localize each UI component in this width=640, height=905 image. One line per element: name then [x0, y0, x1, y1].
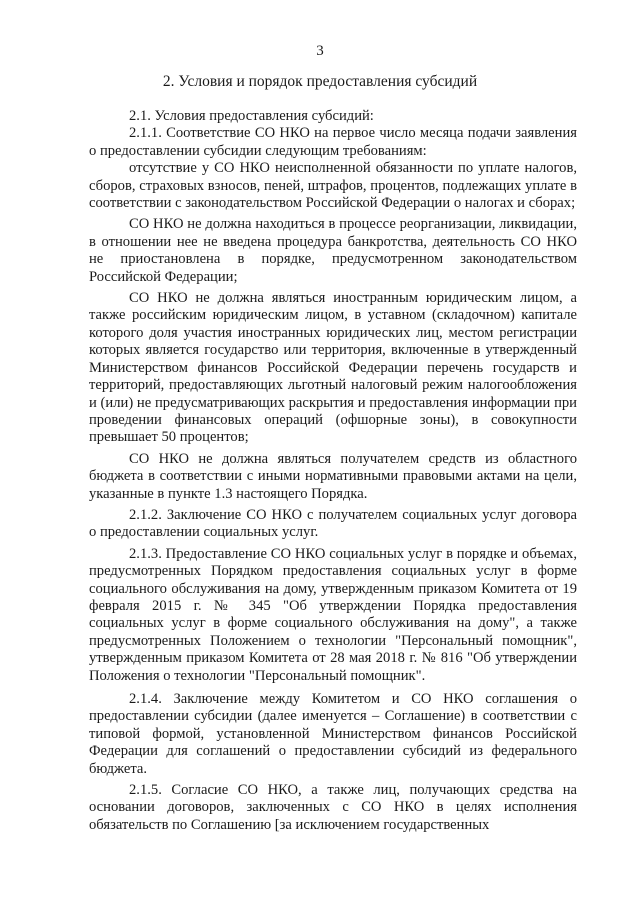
paragraph-no-reorganization: СО НКО не должна находиться в процессе реорганизации, ликвидации, в отношении нее не введена процедура банкротства, деятельность СО НКО не приостановлена в порядке, предусмотренном законодательством Российской Федерации; — [89, 216, 577, 285]
paragraph-2-1-3: 2.1.3. Предоставление СО НКО социальных услуг в порядке и объемах, предусмотренных Порядком предоставления социальных услуг в форме социального обслуживания на дому, утвержденным приказом Комитета от 19 февраля 2015 г. № 345 "Об утверждении Порядка предоставления социальных услуг в форме социального обслуживания на дому", а также предусмотренных Положением о технологии "Персональный помощник", утвержденным приказом Комитета от 28 мая 2018 г. № 816 "Об утверждении Положения о технологии "Персональный помощник". — [89, 545, 577, 684]
paragraph-2-1: 2.1. Условия предоставления субсидий: — [129, 108, 374, 124]
document-body — [89, 108, 577, 834]
section-title: 2. Условия и порядок предоставления субсидий — [162, 73, 478, 90]
paragraph-2-1-5: 2.1.5. Согласие СО НКО, а также лиц, получающих средства на основании договоров, заключенных с СО НКО в целях исполнения обязательств по Соглашению [за исключением государственных — [89, 782, 577, 833]
page-number: 3 — [316, 43, 324, 59]
paragraph-not-foreign-entity: СО НКО не должна являться иностранным юридическим лицом, а также российским юридическим лицом, в уставном (складочном) капитале которого доля участия иностранных юридических лиц, местом регистрации которых является государство или территория, включенные в утвержденный Министерством финансов Российской Федерации перечень государств и территорий, предоставляющих льготный налоговый режим налогообложения и (или) не предусматривающих раскрытия и предоставления информации при проведении финансовых операций (офшорные зоны), в совокупности превышает 50 процентов; — [89, 290, 577, 446]
paragraph-not-budget-recipient: СО НКО не должна являться получателем средств из областного бюджета в соответствии с иными нормативными правовыми актами на цели, указанные в пункте 1.3 настоящего Порядка. — [89, 450, 577, 502]
paragraph-no-tax-debt: отсутствие у СО НКО неисполненной обязанности по уплате налогов, сборов, страховых взносов, пеней, штрафов, процентов, подлежащих уплате в соответствии с законодательством Российской Федерации о налогах и сборах; — [89, 160, 577, 212]
paragraph-2-1-1: 2.1.1. Соответствие СО НКО на первое число месяца подачи заявления о предоставлении субсидии следующим требованиям: — [89, 125, 577, 159]
paragraph-2-1-2: 2.1.2. Заключение СО НКО с получателем социальных услуг договора о предоставлении социальных услуг. — [89, 506, 577, 541]
paragraph-2-1-4: 2.1.4. Заключение между Комитетом и СО НКО соглашения о предоставлении субсидии (далее именуется – Соглашение) в соответствии с типовой формой, установленной Министерством финансов Российской Федерации для соглашений о предоставлении субсидий из федерального бюджета. — [89, 691, 577, 777]
